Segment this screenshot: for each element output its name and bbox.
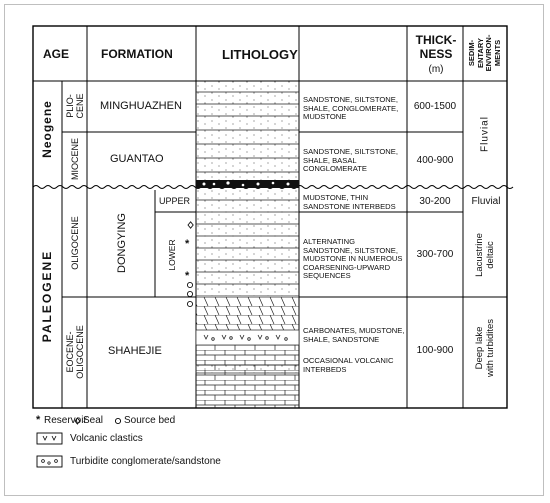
thickness-shahejie: 100-900	[416, 345, 454, 356]
epoch-miocene: MIOCENE	[70, 137, 80, 181]
description-dongying-lower: ALTERNATING SANDSTONE, SILTSTONE, MUDSTONE IN NUMEROUS COARSENING-UPWARD SEQUENCES	[303, 237, 403, 281]
epoch-eocene-oligocene: EOCENE- OLIGOCENE	[65, 325, 85, 379]
legend-turbidite-label: Turbidite conglomerate/sandstone	[70, 456, 221, 467]
thickness-dongying-lower: 300-700	[416, 249, 454, 260]
formation-guantao: GUANTAO	[110, 153, 164, 165]
source-bed-marker	[187, 301, 192, 306]
formation-dongying: DONGYING	[116, 213, 128, 273]
thickness-unit: (m)	[428, 64, 444, 75]
formation-minghuazhen: MINGHUAZHEN	[100, 100, 182, 112]
legend-volcanic-label: Volcanic clastics	[70, 433, 143, 444]
reservoir-marker: *	[185, 238, 190, 250]
environment-fluvial-upper: Fluvial	[471, 196, 501, 207]
formation-header: FORMATION	[101, 47, 173, 61]
era-neogene: Neogene	[40, 100, 54, 158]
legend-reservoir-icon: *	[36, 414, 41, 426]
marker-symbols	[187, 222, 193, 307]
description-shahejie-1: CARBONATES, MUDSTONE, SHALE, SANDSTONE	[303, 326, 405, 344]
legend-source-bed-label: Source bed	[124, 415, 176, 426]
thickness-minghuazhen: 600-1500	[413, 101, 457, 112]
era-paleogene: PALEOGENE	[40, 249, 54, 343]
formation-shahejie: SHAHEJIE	[108, 345, 162, 357]
environment-deep-lake: Deep lake with turbidites	[474, 318, 496, 378]
reservoir-marker: *	[185, 270, 190, 282]
lithology-header: LITHOLOGY	[222, 47, 298, 62]
lithology-column	[196, 81, 299, 408]
environment-header: SEDIM- ENTARY ENVIRON- MENTS	[467, 34, 502, 72]
seal-marker	[188, 222, 193, 228]
source-bed-marker	[187, 291, 192, 296]
age-header: AGE	[43, 47, 70, 61]
thickness-header: THICK- NESS	[415, 33, 457, 61]
description-guantao: SANDSTONE, SILTSTONE, SHALE, BASAL CONGLOMERATE	[303, 147, 398, 174]
member-upper: UPPER	[159, 196, 191, 206]
epoch-oligocene: OLIGOCENE	[70, 216, 80, 270]
source-bed-marker	[187, 282, 192, 287]
environment-lacustrine: Lacustrine deltaic	[474, 233, 496, 277]
environment-fluvial-neogene: Fluvial	[479, 116, 491, 152]
description-dongying-upper: MUDSTONE, THIN SANDSTONE INTERBEDS	[303, 193, 396, 211]
thickness-guantao: 400-900	[416, 155, 454, 166]
epoch-pliocene: PLIO- CENE	[65, 93, 85, 119]
legend-seal-label: Seal	[83, 415, 104, 426]
thickness-dongying-upper: 30-200	[419, 196, 451, 207]
legend-reservoir-label: Reservoir	[44, 415, 87, 426]
member-lower: LOWER	[167, 239, 177, 271]
description-minghuazhen: SANDSTONE, SILTSTONE, SHALE, CONGLOMERATE, MUDSTONE	[303, 95, 399, 122]
description-shahejie-2: OCCASIONAL VOLCANIC INTERBEDS	[303, 356, 394, 374]
